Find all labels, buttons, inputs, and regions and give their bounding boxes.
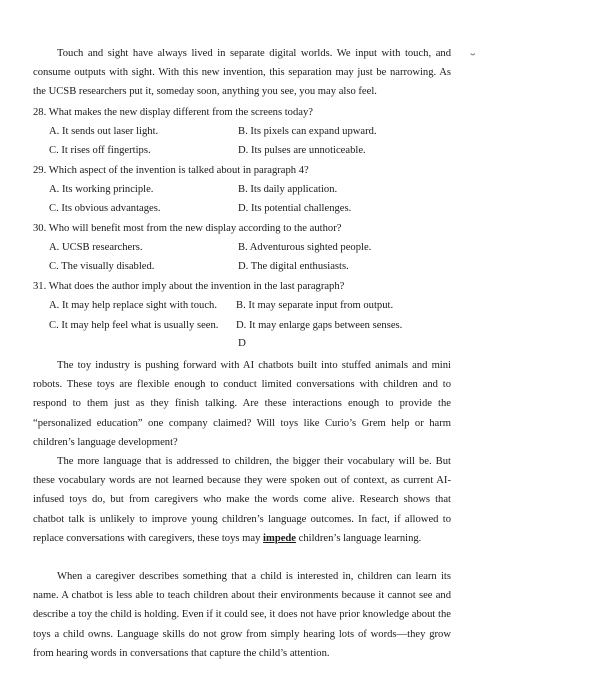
question-29-option-d: D. Its potential challenges.	[238, 203, 352, 214]
question-30-stem: 30. Who will benefit most from the new display according to the author?	[33, 223, 342, 234]
question-30-option-d: D. The digital enthusiasts.	[238, 261, 349, 272]
question-28-option-a: A. It sends out laser light.	[49, 126, 159, 137]
question-31-option-d: D. It may enlarge gaps between senses.	[236, 320, 403, 331]
section-letter: D	[238, 337, 246, 349]
question-29-stem: 29. Which aspect of the invention is talked about in paragraph 4?	[33, 165, 309, 176]
pen-mark-icon: ∙‐∙	[470, 49, 475, 59]
question-30-option-b: B. Adventurous sighted people.	[238, 242, 372, 253]
question-28-option-b: B. Its pixels can expand upward.	[238, 126, 377, 137]
intro-paragraph: Touch and sight have always lived in separate digital worlds. We input with touch, and consume outputs with sight. With this new invention, this separation may just be narrowing. As the UCSB researchers put it, someday soon, anything you see, you may also feel.	[33, 48, 451, 98]
question-31-option-c: C. It may help feel what is usually seen.	[49, 320, 219, 331]
question-30-option-c: C. The visually disabled.	[49, 261, 155, 272]
marked-word: impede	[263, 532, 297, 544]
paragraph-2-text: The more language that is addressed to children, the bigger their vocabulary will be. But these vocabulary words are not learned because they were spoken out of context, as current AI-infused toys do, but from caregivers who make the words come alive. Research shows that chatbot talk is unlikely to improve young children’s language outcomes. In fact, if allowed to replace conversations with caregivers, these toys may	[33, 456, 451, 544]
question-31-stem: 31. What does the author imply about the invention in the last paragraph?	[33, 281, 345, 292]
question-30-option-a: A. UCSB researchers.	[49, 242, 143, 253]
question-28-option-d: D. Its pulses are unnoticeable.	[238, 145, 366, 156]
question-28-stem: 28. What makes the new display different from the screens today?	[33, 107, 313, 118]
question-29-option-a: A. Its working principle.	[49, 184, 154, 195]
paragraph-2-ending: children’s language learning.	[296, 532, 422, 544]
passage-d-paragraph-3: When a caregiver describes something that a child is interested in, children can learn its name. A chatbot is less able to teach children about their environments because it cannot see and describe a toy the child is holding. Even if it could see, it does not have prior knowledge about the toys a child owns. Language skills do not grow from simply hearing lots of words—they grow from hearing words in conversations that capture the child’s attention.	[33, 571, 451, 659]
question-29-option-c: C. Its obvious advantages.	[49, 203, 161, 214]
question-28-option-c: C. It rises off fingertips.	[49, 145, 151, 156]
question-31-option-b: B. It may separate input from output.	[236, 300, 394, 311]
question-31-option-a: A. It may help replace sight with touch.	[49, 300, 217, 311]
passage-d-paragraph-1: The toy industry is pushing forward with AI chatbots built into stuffed animals and mini robots. These toys are flexible enough to conduct limited conversations with children and to respond to them just as they finish talking. Are these interactions enough to provide the “personalized education” one company claimed? Will toys like Curio’s Grem help or harm children’s language development?	[33, 360, 451, 448]
passage-d-paragraph-2	[33, 452, 451, 548]
question-29-option-b: B. Its daily application.	[238, 184, 338, 195]
